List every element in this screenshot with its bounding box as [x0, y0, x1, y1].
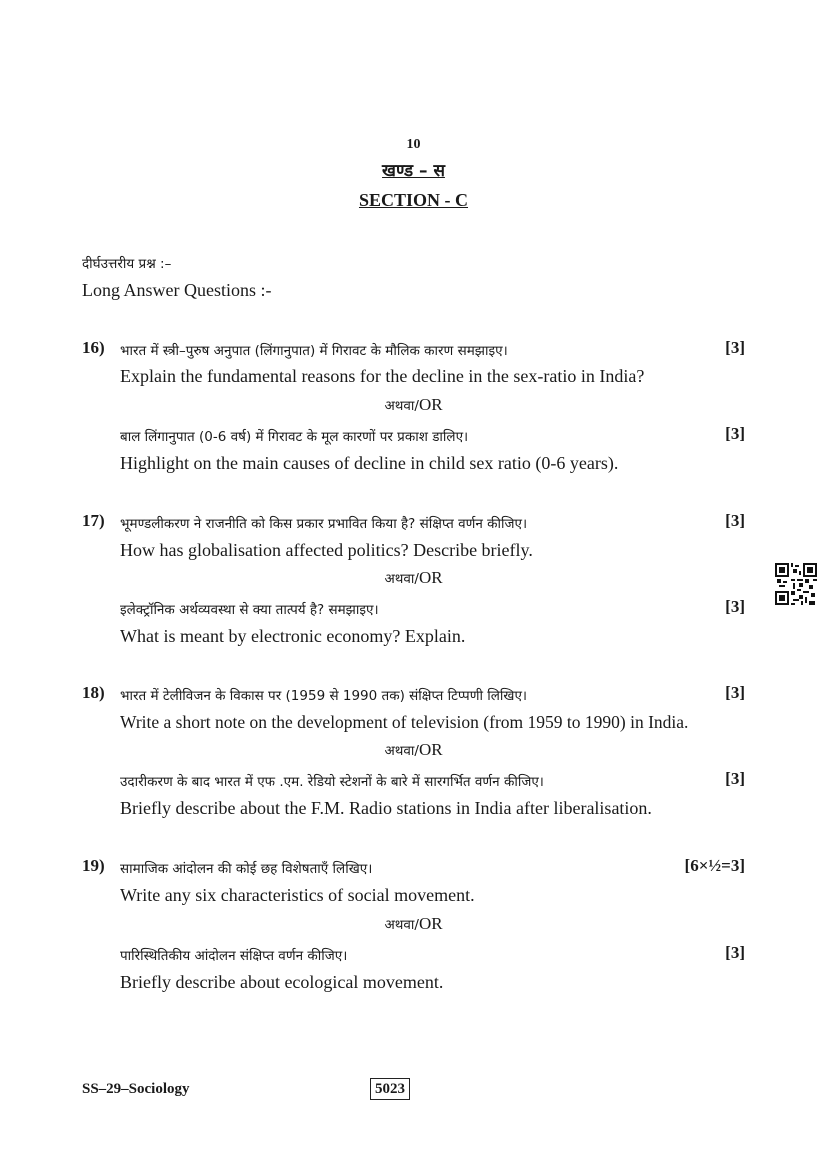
question-english: Explain the fundamental reasons for the decline in the sex-ratio in India? [120, 366, 645, 386]
question-english: Write any six characteristics of social movement. [120, 885, 475, 905]
question-marks: [3] [725, 338, 745, 357]
subject-code: SS–29–Sociology [82, 1081, 190, 1097]
question-number: 18) [82, 683, 105, 702]
question-hindi: भारत में टेलीविजन के विकास पर (1959 से 1990 तक) संक्षिप्त टिप्पणी लिखिए। [120, 688, 528, 704]
or-separator [0, 395, 827, 415]
alternate-question-hindi: उदारीकरण के बाद भारत में एफ .एम. रेडियो स्टेशनों के बारे में सारगर्भित वर्णन कीजिए। [120, 774, 544, 790]
or-separator [0, 568, 827, 588]
page-number: 10 [406, 137, 421, 152]
or-separator [0, 740, 827, 760]
section-title-english-text: SECTION - C [358, 190, 469, 210]
question-english: Write a short note on the development of television (from 1959 to 1990) in India. [120, 712, 689, 732]
alternate-question-hindi: बाल लिंगानुपात (0-6 वर्ष) में गिरावट के मूल कारणों पर प्रकाश डालिए। [120, 429, 469, 445]
alternate-question-english: Briefly describe about ecological movement. [120, 972, 444, 992]
alternate-question-marks: [3] [725, 769, 745, 788]
or-hindi: अथवा/ [384, 571, 419, 587]
section-title-hindi [0, 158, 827, 181]
question-marks: [3] [725, 683, 745, 702]
or-english: OR [418, 914, 443, 933]
alternate-question-english: Highlight on the main causes of decline in child sex ratio (0-6 years). [120, 453, 619, 473]
or-hindi: अथवा/ [384, 917, 419, 933]
alternate-question-marks: [3] [725, 597, 745, 616]
or-english: OR [418, 395, 443, 414]
alternate-question-marks: [3] [725, 943, 745, 962]
intro-hindi: दीर्घउत्तरीय प्रश्न :– [82, 256, 172, 272]
qr-code-icon [775, 563, 817, 605]
alternate-question-marks: [3] [725, 424, 745, 443]
question-marks: [6×½=3] [684, 856, 745, 875]
question-hindi: सामाजिक आंदोलन की कोई छह विशेषताएँ लिखिए। [120, 861, 373, 877]
section-title-english [0, 190, 827, 211]
question-hindi: भूमण्डलीकरण ने राजनीति को किस प्रकार प्रभावित किया है? संक्षिप्त वर्णन कीजिए। [120, 516, 528, 532]
question-hindi: भारत में स्त्री–पुरुष अनुपात (लिंगानुपात) में गिरावट के मौलिक कारण समझाइए। [120, 343, 508, 359]
or-hindi: अथवा/ [384, 398, 419, 414]
question-number: 16) [82, 338, 105, 357]
question-number: 19) [82, 856, 105, 875]
paper-code: 5023 [370, 1078, 410, 1100]
question-number: 17) [82, 511, 105, 530]
question-marks: [3] [725, 511, 745, 530]
question-english: How has globalisation affected politics? Describe briefly. [120, 540, 533, 560]
alternate-question-hindi: इलेक्ट्रॉनिक अर्थव्यवस्था से क्या तात्पर्य है? समझाइए। [120, 602, 379, 618]
or-english: OR [418, 740, 443, 759]
intro-english: Long Answer Questions :- [82, 280, 272, 300]
section-title-hindi-text: खण्ड – स [382, 161, 445, 181]
or-hindi: अथवा/ [384, 743, 419, 759]
or-separator [0, 914, 827, 934]
alternate-question-english: Briefly describe about the F.M. Radio stations in India after liberalisation. [120, 798, 652, 818]
alternate-question-hindi: पारिस्थितिकीय आंदोलन संक्षिप्त वर्णन कीजिए। [120, 948, 348, 964]
or-english: OR [418, 568, 443, 587]
alternate-question-english: What is meant by electronic economy? Explain. [120, 626, 466, 646]
